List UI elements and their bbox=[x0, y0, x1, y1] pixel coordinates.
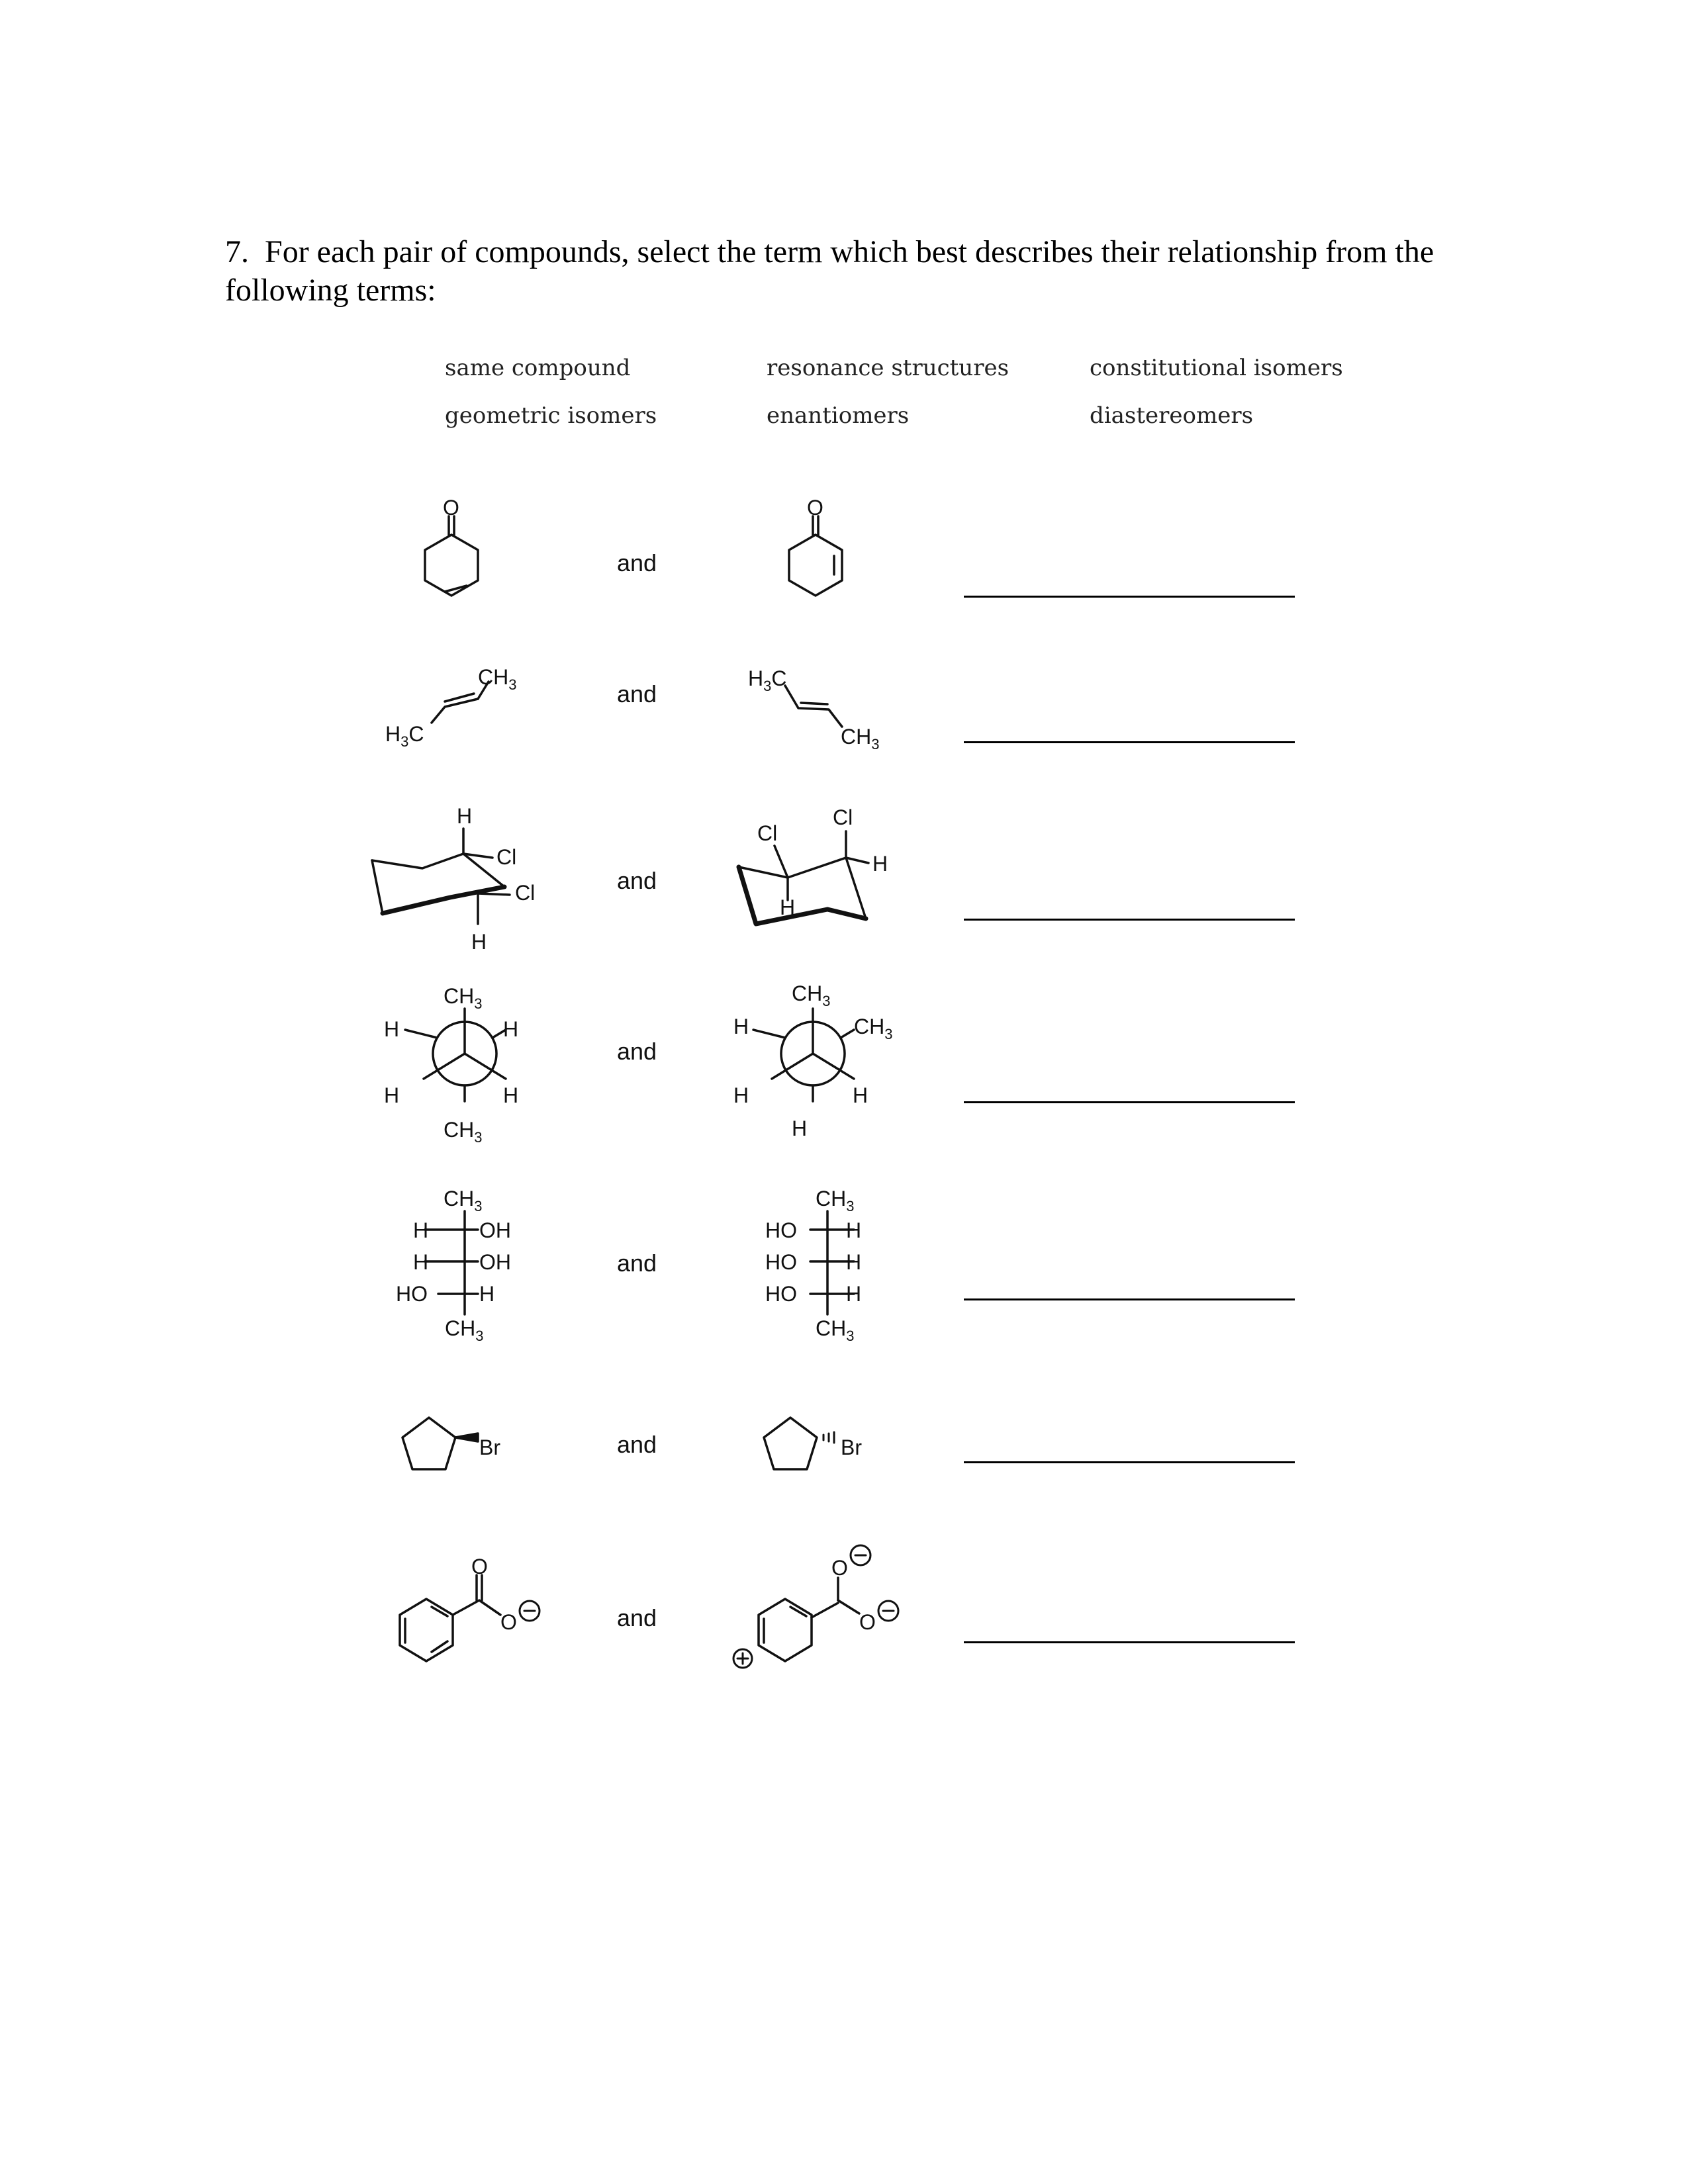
term-geometric-isomers: geometric isomers bbox=[445, 402, 657, 429]
hydrogen-label: H bbox=[733, 1083, 749, 1107]
and-label: and bbox=[617, 1038, 657, 1065]
hydrogen-label: H bbox=[503, 1017, 519, 1041]
hydroxyl-label: HO bbox=[765, 1282, 797, 1306]
bromine-label: Br bbox=[841, 1435, 862, 1459]
and-label: and bbox=[617, 1250, 657, 1277]
methyl-label: $CH_3$ bbox=[816, 1187, 855, 1214]
bromine-label: Br bbox=[479, 1435, 500, 1459]
hydroxyl-label: HO bbox=[396, 1282, 428, 1306]
structure-newman-left bbox=[384, 984, 518, 1146]
hydrogen-label: H bbox=[853, 1083, 868, 1107]
hydroxyl-label: OH bbox=[479, 1218, 511, 1242]
structure-cyclohexenone-right bbox=[789, 496, 842, 596]
hydrogen-label: H bbox=[413, 1218, 429, 1242]
hydrogen-label: H bbox=[846, 1282, 862, 1306]
and-label: and bbox=[617, 1431, 657, 1458]
methyl-label: $CH_3$ bbox=[444, 1187, 483, 1214]
hydrogen-label: H bbox=[413, 1250, 429, 1274]
hydrogen-label: H bbox=[733, 1015, 749, 1038]
methyl-label: $CH_3$ bbox=[445, 1316, 484, 1344]
methyl-label: $CH_3$ bbox=[444, 1118, 483, 1146]
hydrogen-label: H bbox=[792, 1116, 808, 1140]
oxygen-label: O bbox=[807, 496, 823, 520]
hydrogen-label: H bbox=[846, 1250, 862, 1274]
hydrogen-label: H bbox=[457, 804, 473, 828]
and-label: and bbox=[617, 867, 657, 894]
hydrogen-label: H bbox=[384, 1083, 400, 1107]
oxygen-label: O bbox=[500, 1610, 517, 1634]
hydrogen-label: H bbox=[471, 930, 487, 954]
chlorine-label: Cl bbox=[757, 821, 778, 845]
structure-bromocyclopentane-hash bbox=[764, 1418, 862, 1469]
term-same-compound: same compound bbox=[445, 355, 631, 381]
term-constitutional-isomers: constitutional isomers bbox=[1090, 355, 1343, 381]
structure-chair-right bbox=[739, 805, 888, 924]
oxygen-label: O bbox=[471, 1555, 488, 1578]
hydrogen-label: H bbox=[479, 1282, 495, 1306]
methyl-label: $H_3C$ bbox=[748, 666, 787, 694]
methyl-label: $CH_3$ bbox=[816, 1316, 855, 1344]
term-resonance-structures: resonance structures bbox=[767, 355, 1009, 381]
hydrogen-label: H bbox=[780, 895, 796, 919]
structure-benzoate bbox=[400, 1555, 539, 1661]
hydroxyl-label: OH bbox=[479, 1250, 511, 1274]
methyl-label: $CH_3$ bbox=[854, 1015, 893, 1042]
methyl-label: $CH_3$ bbox=[478, 665, 517, 693]
structure-cyclohexenone-left bbox=[425, 496, 478, 596]
and-label: and bbox=[617, 549, 657, 576]
structure-bromocyclopentane-wedge bbox=[402, 1418, 500, 1469]
methyl-label: $CH_3$ bbox=[841, 725, 880, 752]
term-enantiomers: enantiomers bbox=[767, 402, 910, 429]
structure-benzoate-resonance bbox=[733, 1545, 898, 1668]
methyl-label: $H_3C$ bbox=[385, 722, 424, 750]
structure-fischer-left bbox=[396, 1187, 511, 1344]
structure-trans-butene bbox=[748, 666, 879, 752]
structure-newman-right bbox=[733, 981, 892, 1140]
hydrogen-label: H bbox=[872, 852, 888, 876]
oxygen-label: O bbox=[831, 1556, 848, 1580]
hydrogen-label: H bbox=[384, 1017, 400, 1041]
question-body: For each pair of compounds, select the term which best describes their relationship from the following terms: bbox=[225, 234, 1434, 308]
question-number: 7. bbox=[225, 234, 249, 269]
structure-cis-butene bbox=[385, 665, 516, 750]
chlorine-label: Cl bbox=[515, 881, 536, 905]
and-label: and bbox=[617, 1604, 657, 1631]
hydrogen-label: H bbox=[503, 1083, 519, 1107]
structure-fischer-right bbox=[765, 1187, 861, 1344]
hydroxyl-label: HO bbox=[765, 1250, 797, 1274]
chlorine-label: Cl bbox=[833, 805, 853, 829]
structure-chair-left bbox=[372, 804, 535, 954]
hydroxyl-label: HO bbox=[765, 1218, 797, 1242]
oxygen-label: O bbox=[443, 496, 459, 520]
methyl-label: $CH_3$ bbox=[792, 981, 831, 1009]
term-diastereomers: diastereomers bbox=[1090, 402, 1254, 429]
hydrogen-label: H bbox=[846, 1218, 862, 1242]
oxygen-label: O bbox=[859, 1610, 876, 1634]
methyl-label: $CH_3$ bbox=[444, 984, 483, 1012]
and-label: and bbox=[617, 680, 657, 707]
chlorine-label: Cl bbox=[496, 845, 517, 869]
